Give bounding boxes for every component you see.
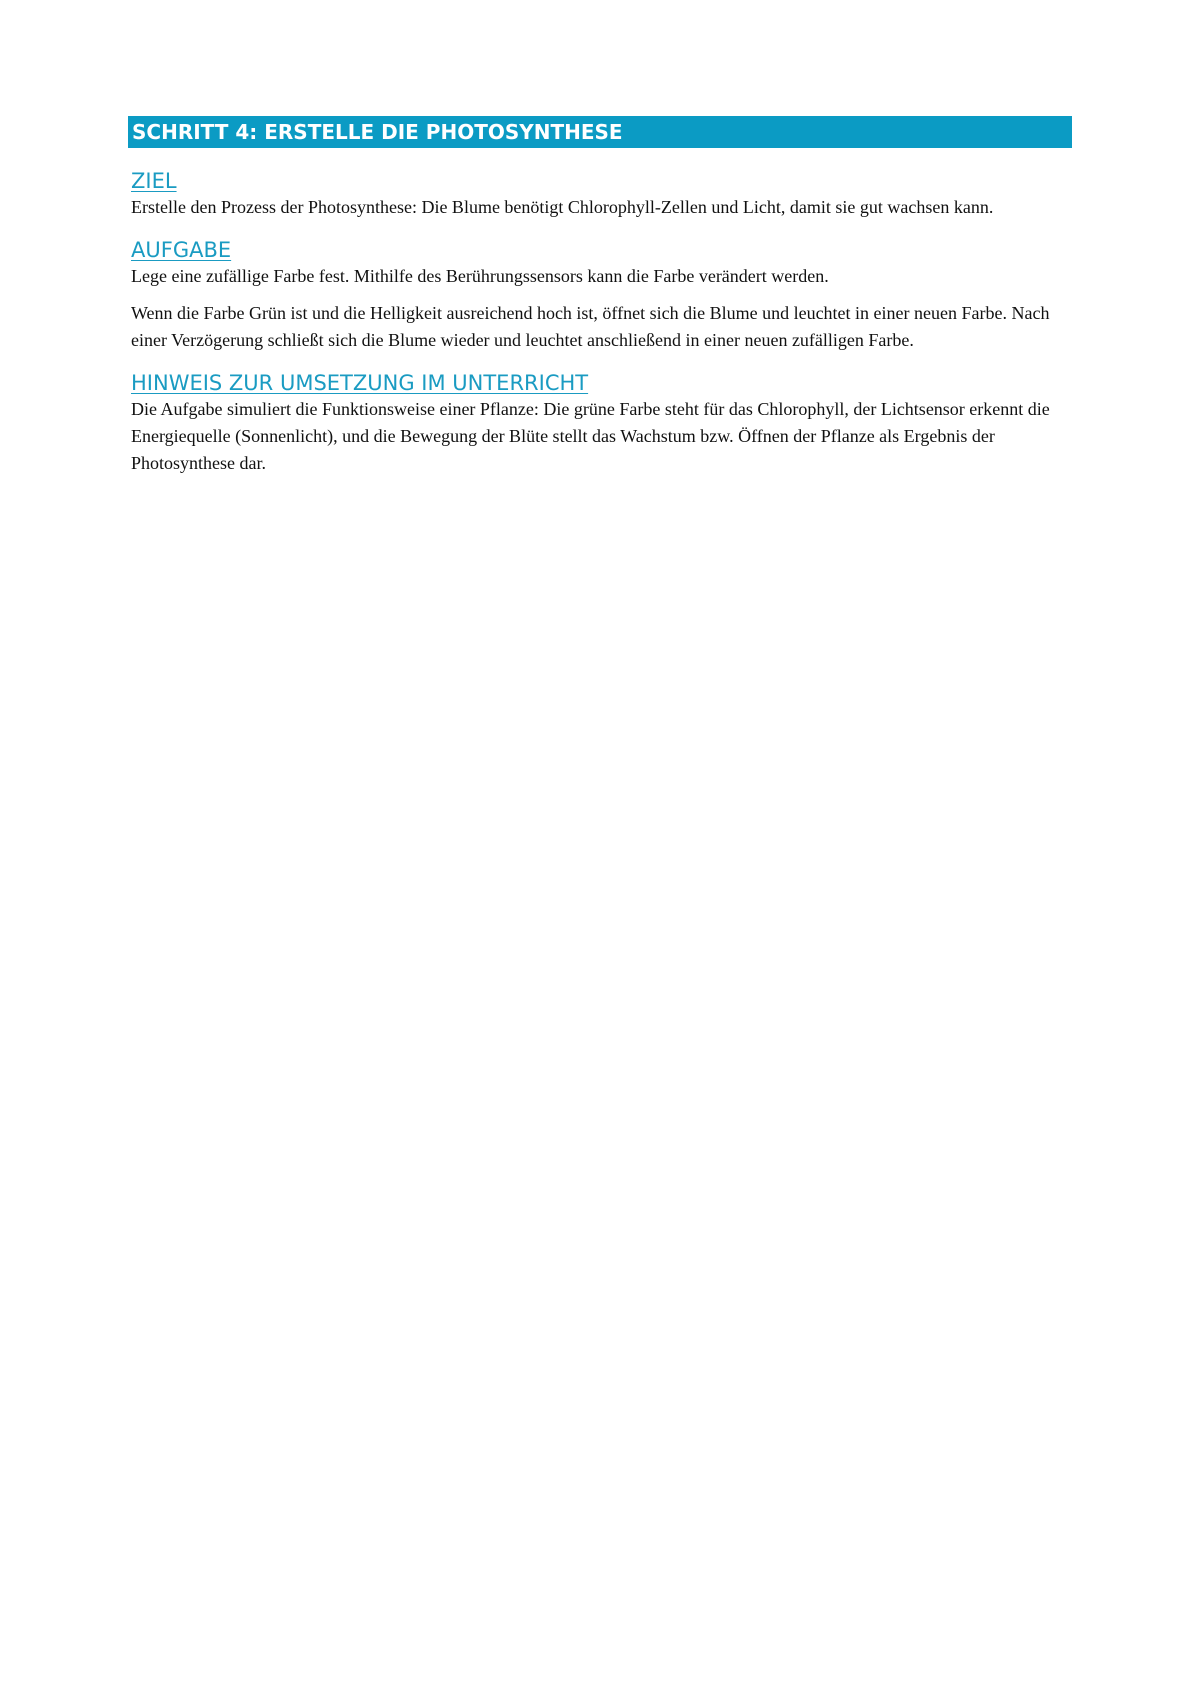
page-title: SCHRITT 4: ERSTELLE DIE PHOTOSYNTHESE bbox=[132, 120, 623, 144]
section-heading-aufgabe: AUFGABE bbox=[131, 238, 232, 262]
paragraph-aufgabe-1: Lege eine zufällige Farbe fest. Mithilfe des Berührungssensors kann die Farbe verändert werden. bbox=[131, 266, 829, 286]
paragraph-aufgabe-2: Wenn die Farbe Grün ist und die Helligkeit ausreichend hoch ist, öffnet sich die Blume und leuchtet in einer neuen Farbe. Nach einer Verzögerung schließt sich die Blume wieder und leuchtet anschließend in einer neuen zufälligen Farbe. bbox=[131, 303, 1050, 350]
title-banner bbox=[128, 116, 1072, 148]
section-heading-ziel: ZIEL bbox=[131, 169, 177, 193]
section-heading-hinweis: HINWEIS ZUR UMSETZUNG IM UNTERRICHT bbox=[131, 371, 589, 395]
document-page bbox=[128, 116, 1072, 477]
paragraph-hinweis: Die Aufgabe simuliert die Funktionsweise einer Pflanze: Die grüne Farbe steht für das Chlorophyll, der Lichtsensor erkennt die Energiequelle (Sonnenlicht), und die Bewegung der Blüte stellt das Wachstum bzw. Öffnen der Pflanze als Ergebnis der Photosynthese dar. bbox=[131, 399, 1050, 473]
paragraph-ziel: Erstelle den Prozess der Photosynthese: Die Blume benötigt Chlorophyll-Zellen und Licht, damit sie gut wachsen kann. bbox=[131, 197, 994, 217]
